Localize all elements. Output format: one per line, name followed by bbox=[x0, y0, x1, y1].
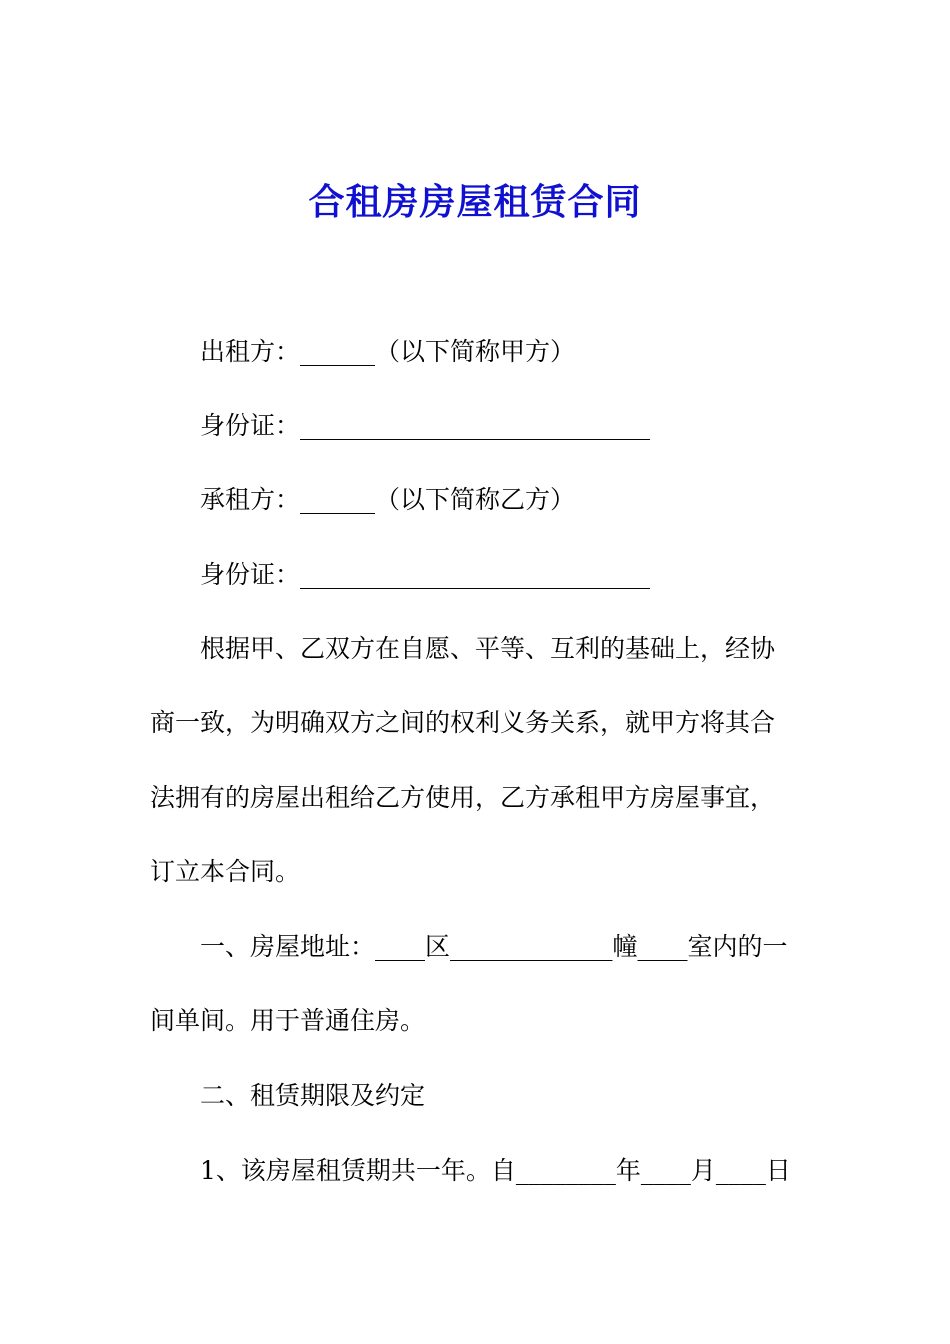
address-line-1: 一、房屋地址：____区_____________幢____室内的一 bbox=[200, 932, 788, 961]
preamble-line-3: 法拥有的房屋出租给乙方使用，乙方承租甲方房屋事宜， bbox=[150, 783, 776, 812]
preamble-line-4: 订立本合同。 bbox=[150, 857, 301, 886]
preamble-line-2: 商一致，为明确双方之间的权利义务关系，就甲方将其合 bbox=[150, 708, 776, 737]
term-clause-line: 1、该房屋租赁期共一年。自________年____月____日 bbox=[200, 1156, 791, 1185]
lessor-id-line: 身份证：____________________________ bbox=[200, 411, 651, 440]
lessee-line: 承租方：______（以下简称乙方） bbox=[200, 485, 576, 514]
address-line-2: 间单间。用于普通住房。 bbox=[150, 1006, 426, 1035]
document-title: 合租房房屋租赁合同 bbox=[308, 181, 642, 223]
section-heading-term: 二、租赁期限及约定 bbox=[200, 1081, 426, 1110]
lessee-id-line: 身份证：____________________________ bbox=[200, 560, 651, 589]
lessor-line: 出租方：______（以下简称甲方） bbox=[200, 337, 576, 366]
preamble-line-1: 根据甲、乙双方在自愿、平等、互利的基础上，经协 bbox=[200, 634, 776, 663]
